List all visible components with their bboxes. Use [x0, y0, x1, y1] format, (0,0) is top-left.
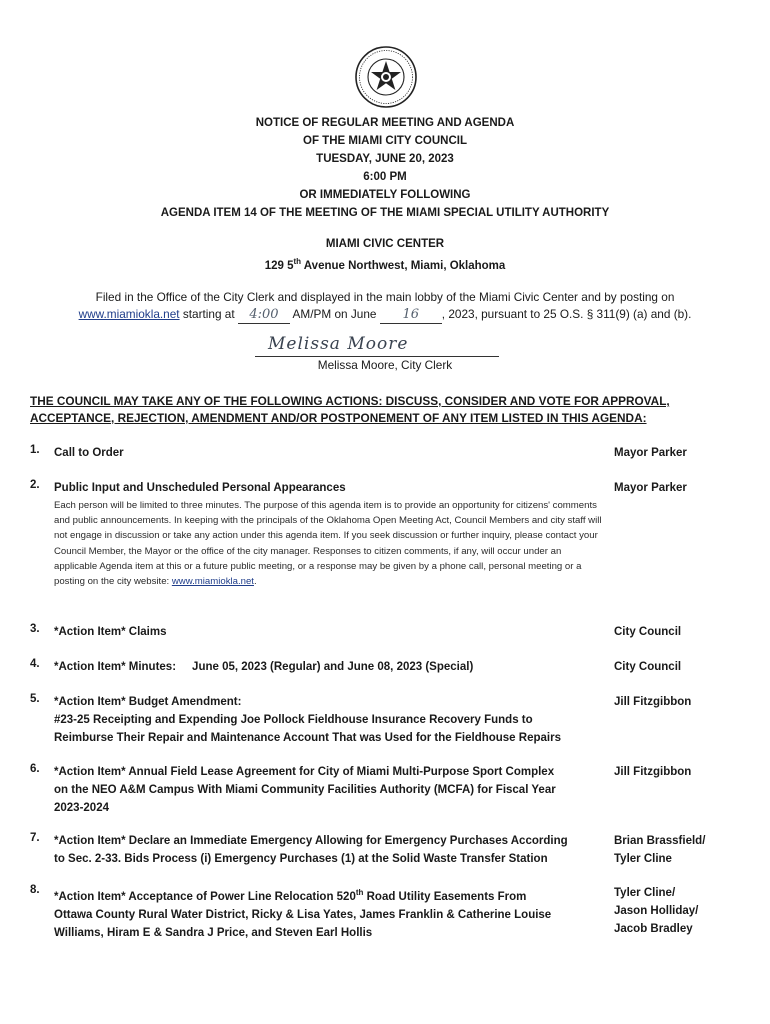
- item-responsible: Mayor Parker: [614, 447, 687, 459]
- item-detail: June 05, 2023 (Regular) and June 08, 2023 (Special): [192, 661, 474, 673]
- header-line-3: TUESDAY, JUNE 20, 2023: [316, 153, 454, 165]
- item-number: 2.: [30, 479, 40, 491]
- item-line-2: to Sec. 2-33. Bids Process (i) Emergency Purchases (1) at the Solid Waste Transfer Station: [54, 853, 548, 865]
- handwritten-time: 4:00: [249, 307, 279, 322]
- item-number: 5.: [30, 693, 40, 705]
- item-number: 7.: [30, 832, 40, 844]
- item-description: Each person will be limited to three minutes. The purpose of this agenda item is to provide an opportunity for citizens' comments and public announcements. In keeping with the principals of the Oklahoma Open Meeting Act, Council Members and city staff will not engage in discussion or take any action under this agenda item. If you seek discussion or further inquiry, please contact your Council Member, the Mayor or the office of the city manager. Responses to citizen comments, if any, will occur under an applicable Agenda item at this or a future public meeting, or a response may be given by a phone call, personal meeting or a posting on the city website: www.miamiokla.net.: [54, 500, 602, 588]
- item-number: 1.: [30, 444, 40, 456]
- item-title: *Action Item* Claims: [54, 626, 167, 638]
- handwritten-signature: Melissa Moore: [268, 334, 409, 354]
- day-blank: [380, 306, 442, 324]
- header-line-1: NOTICE OF REGULAR MEETING AND AGENDA: [255, 117, 515, 129]
- item-title: *Action Item* Acceptance of Power Line Relocation 520th Road Utility Easements From: [54, 888, 527, 903]
- city-seal-icon: [354, 45, 418, 109]
- website-link[interactable]: www.miamiokla.net: [78, 307, 180, 321]
- handwritten-day: 16: [402, 307, 420, 322]
- signer-name: Melissa Moore, City Clerk: [317, 358, 453, 372]
- item-line-2: on the NEO A&M Campus With Miami Community Facilities Authority (MCFA) for Fiscal Year: [54, 784, 556, 796]
- item-responsible: City Council: [614, 626, 682, 638]
- time-blank: [238, 306, 290, 324]
- item-title: Call to Order: [54, 447, 124, 459]
- meeting-header: [0, 114, 770, 222]
- item-title: Public Input and Unscheduled Personal Appearances: [54, 482, 346, 494]
- item-responsible: Jill Fitzgibbon: [614, 766, 692, 778]
- item-line-3: Reimburse Their Repair and Maintenance Account That was Used for the Fieldhouse Repairs: [54, 732, 561, 744]
- website-link[interactable]: www.miamiokla.net: [171, 576, 254, 588]
- venue-name: MIAMI CIVIC CENTER: [325, 238, 445, 250]
- item-number: 4.: [30, 658, 40, 670]
- item-title: *Action Item* Budget Amendment:: [54, 696, 242, 708]
- item-title: *Action Item* Declare an Immediate Emergency Allowing for Emergency Purchases According: [54, 835, 568, 847]
- item-number: 8.: [30, 884, 40, 896]
- venue-address: 129 5th Avenue Northwest, Miami, Oklahoma: [264, 257, 506, 272]
- item-responsible: Jill Fitzgibbon: [614, 696, 692, 708]
- item-number: 3.: [30, 623, 40, 635]
- venue-block: [0, 235, 770, 275]
- item-line-2: #23-25 Receipting and Expending Joe Pollock Fieldhouse Insurance Recovery Funds to: [54, 714, 533, 726]
- filing-statement: [50, 289, 720, 324]
- actions-notice: THE COUNCIL MAY TAKE ANY OF THE FOLLOWING ACTIONS: DISCUSS, CONSIDER AND VOTE FOR APPROVAL, ACCEPTANCE, REJECTION, AMENDMENT AND/OR POSTPONEMENT OF ANY ITEM LISTED IN THIS AGENDA:: [30, 394, 670, 425]
- item-responsible: City Council: [614, 661, 682, 673]
- item-number: 6.: [30, 763, 40, 775]
- item-title: *Action Item* Minutes: June 05, 2023 (Regular) and June 08, 2023 (Special): [54, 661, 474, 673]
- item-responsible: Brian Brassfield/ Tyler Cline: [614, 835, 706, 865]
- header-line-2: OF THE MIAMI CITY COUNCIL: [303, 135, 467, 147]
- item-line-3: 2023-2024: [54, 802, 109, 814]
- item-line-3: Williams, Hiram E & Sandra J Price, and Steven Earl Hollis: [54, 926, 373, 939]
- header-line-6: AGENDA ITEM 14 OF THE MEETING OF THE MIAMI SPECIAL UTILITY AUTHORITY: [160, 207, 610, 219]
- filing-line-1: Filed in the Office of the City Clerk and displayed in the main lobby of the Miami Civic Center and by posting on: [95, 290, 675, 304]
- header-line-5: OR IMMEDIATELY FOLLOWING: [299, 189, 471, 201]
- item-title: *Action Item* Annual Field Lease Agreement for City of Miami Multi-Purpose Sport Complex: [54, 766, 555, 778]
- item-responsible: Mayor Parker: [614, 482, 687, 494]
- item-responsible: Tyler Cline/ Jason Holliday/ Jacob Bradley: [614, 887, 699, 935]
- header-line-4: 6:00 PM: [363, 171, 407, 183]
- filing-line-2: www.miamiokla.net starting at 4:00 AM/PM on June 16 , 2023, pursuant to 25 O.S. § 311(9) (a) and (b).: [78, 307, 692, 322]
- item-line-2: Ottawa County Rural Water District, Ricky & Lisa Yates, James Franklin & Catherine Louise: [54, 908, 552, 921]
